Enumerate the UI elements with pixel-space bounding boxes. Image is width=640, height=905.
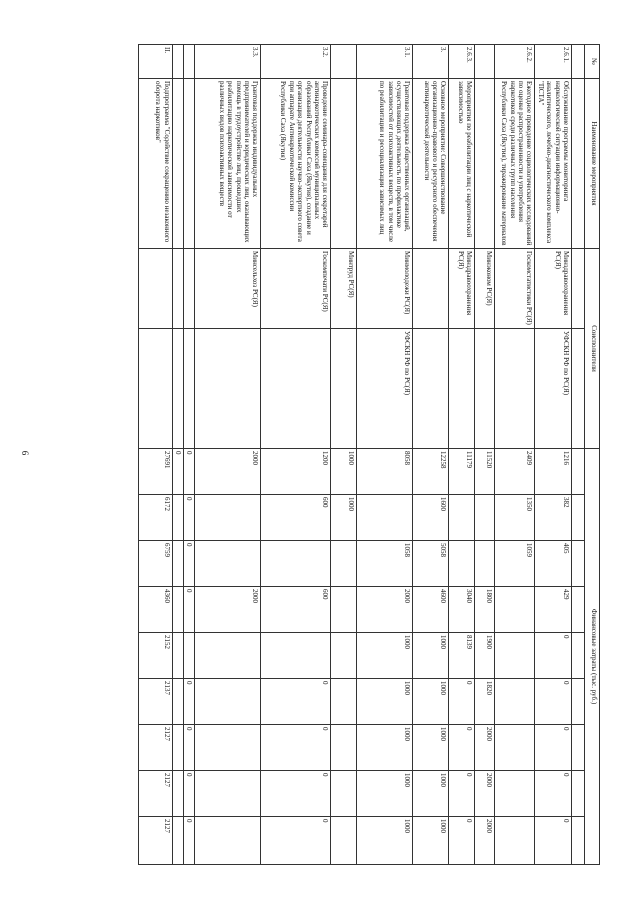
executor-secondary: [449, 329, 475, 449]
finance-value: 2127: [138, 817, 172, 865]
table-row: [195, 45, 261, 865]
finance-value: 1000: [357, 817, 413, 865]
rotated-table-container: [40, 44, 600, 864]
finance-value: 2409: [495, 449, 535, 495]
finance-value: 1820: [475, 679, 495, 725]
row-number: 3.2.: [261, 45, 331, 79]
finance-value: 6172: [138, 495, 172, 541]
finance-value: [172, 633, 183, 679]
finance-value: [495, 725, 535, 771]
measure-name: [184, 79, 195, 249]
finance-value: 0: [184, 587, 195, 633]
measure-name: [331, 79, 357, 249]
finance-value: 600: [261, 495, 331, 541]
header-name: Наименование мероприятия: [585, 79, 600, 249]
row-number: [331, 45, 357, 79]
measure-name: Ежегодное проведение социологических исследований по оценке распространенности и употребления наркотиков среди различных групп населения Республики Саха (Якутия), тиражирование материалов: [495, 79, 535, 249]
measure-name: [475, 79, 495, 249]
header-finance: Финансовые затраты (тыс. руб.): [585, 449, 600, 865]
executor-primary: [138, 249, 172, 329]
finance-value: 0: [535, 725, 572, 771]
finance-value: 0: [535, 633, 572, 679]
finance-value: 0: [184, 679, 195, 725]
header-num: №: [585, 45, 600, 79]
finance-value: 0: [449, 771, 475, 817]
table-subheader-row: [572, 45, 585, 865]
finance-value: [172, 725, 183, 771]
table-row: [331, 45, 357, 865]
finance-value: 0: [184, 541, 195, 587]
finance-value: 1000: [331, 495, 357, 541]
finance-value: [495, 587, 535, 633]
finance-value: 2000: [475, 817, 495, 865]
executor-secondary: [413, 329, 449, 449]
finance-value: 2000: [357, 587, 413, 633]
table-row: [495, 45, 535, 865]
row-number: [184, 45, 195, 79]
executor-primary: Минздравоохранения РС(Я): [449, 249, 475, 329]
executor-secondary: [138, 329, 172, 449]
finance-value: 1000: [357, 771, 413, 817]
finance-value: [261, 633, 331, 679]
executor-primary: Минмолодежи РС(Я): [357, 249, 413, 329]
finance-value: 0: [535, 817, 572, 865]
row-number: 3.: [413, 45, 449, 79]
row-number: 3.3.: [195, 45, 261, 79]
measure-name: Мероприятия по реабилитации лиц с наркотической зависимостью: [449, 79, 475, 249]
finance-value: [195, 725, 261, 771]
finance-value: 2000: [475, 771, 495, 817]
finance-value: [261, 541, 331, 587]
finance-value: [495, 817, 535, 865]
finance-value: [475, 495, 495, 541]
finance-value: [331, 725, 357, 771]
table-row: [261, 45, 331, 865]
finance-value: [495, 771, 535, 817]
finance-value: 1000: [357, 633, 413, 679]
finance-value: 1000: [413, 679, 449, 725]
executor-secondary: УФСКН РФ по РС(Я): [535, 329, 572, 449]
table-row: [357, 45, 413, 865]
finance-value: 405: [535, 541, 572, 587]
finance-value: 0: [261, 771, 331, 817]
table-row: [449, 45, 475, 865]
finance-value: [172, 771, 183, 817]
finance-value: 4360: [138, 587, 172, 633]
finance-value: 2152: [138, 633, 172, 679]
executor-primary: Минсельхоз РС(Я): [195, 249, 261, 329]
finance-value: 2000: [195, 449, 261, 495]
executor-secondary: [261, 329, 331, 449]
executor-primary: Госкомстатистики РС(Я): [495, 249, 535, 329]
finance-value: 5058: [413, 541, 449, 587]
finance-value: [172, 495, 183, 541]
finance-value: [495, 633, 535, 679]
finance-value: 27691: [138, 449, 172, 495]
executor-secondary: УФСКН РФ по РС(Я): [357, 329, 413, 449]
executor-primary: Минэконом РС(Я): [475, 249, 495, 329]
finance-value: 1350: [495, 495, 535, 541]
finance-value: 3040: [449, 587, 475, 633]
finance-value: [475, 541, 495, 587]
finance-value: 1059: [495, 541, 535, 587]
executor-primary: [413, 249, 449, 329]
finance-value: 2000: [195, 587, 261, 633]
finance-value: 0: [184, 771, 195, 817]
finance-value: 1000: [357, 725, 413, 771]
finance-value: 0: [184, 817, 195, 865]
executor-secondary: [195, 329, 261, 449]
executor-primary: Госкомпечати РС(Я): [261, 249, 331, 329]
page-number: 6: [20, 450, 30, 456]
measure-name: Проведение семинара-совещания для секретарей антинаркотических комиссий муниципальных образований Республики Саха (Якутия), создание и организация деятельности научно-экспертного совета при аппарате Антинаркотической комиссии Республики Саха (Якутия): [261, 79, 331, 249]
finance-value: 1216: [535, 449, 572, 495]
finance-value: 382: [535, 495, 572, 541]
finance-value: 429: [535, 587, 572, 633]
row-number: [475, 45, 495, 79]
table-row: [413, 45, 449, 865]
finance-value: 0: [261, 725, 331, 771]
finance-value: [195, 771, 261, 817]
measure-name: Грантовая поддержка индивидуальных предпринимателей и юридических лиц, оказывающих помощь в трудоустройстве лиц, прошедших реабилитацию наркотической зависимости от различных видов психоактивных веществ: [195, 79, 261, 249]
executor-primary: [184, 249, 195, 329]
executor-secondary: [184, 329, 195, 449]
finance-value: [195, 541, 261, 587]
finance-value: [184, 633, 195, 679]
finance-value: 2127: [138, 771, 172, 817]
row-number: 3.1.: [357, 45, 413, 79]
measure-name: [172, 79, 183, 249]
finance-value: 0: [184, 449, 195, 495]
executor-secondary: [172, 329, 183, 449]
executor-secondary: [331, 329, 357, 449]
finance-value: 0: [172, 449, 183, 495]
finance-value: [331, 771, 357, 817]
finance-value: [195, 679, 261, 725]
table-header-row: [585, 45, 600, 865]
finance-value: [331, 817, 357, 865]
finance-value: [172, 541, 183, 587]
finance-value: [172, 587, 183, 633]
table-row: [535, 45, 572, 865]
finance-value: [331, 587, 357, 633]
executor-secondary: [495, 329, 535, 449]
finance-value: [195, 495, 261, 541]
finance-value: 1000: [413, 725, 449, 771]
measure-name: Подпрограмма "Содействие сокращению незаконного оборота наркотиков": [138, 79, 172, 249]
finance-value: 12258: [413, 449, 449, 495]
row-number: 2.6.1.: [535, 45, 572, 79]
finance-value: [172, 679, 183, 725]
finance-value: 1000: [357, 679, 413, 725]
finance-value: 6759: [138, 541, 172, 587]
measure-name: Основное мероприятие: Совершенствование организационно-правового и ресурсного обеспечения антинаркотической деятельности: [413, 79, 449, 249]
finance-value: [331, 633, 357, 679]
row-number: 2.6.3.: [449, 45, 475, 79]
measure-name: Грантовая поддержка общественных организаций, осуществляющих деятельность по профилактике зависимостей от психоактивных веществ, в том числе по реабилитации и ресоциализации зависимых лиц: [357, 79, 413, 249]
finance-value: 2000: [475, 725, 495, 771]
finance-value: [331, 679, 357, 725]
finance-value: 0: [449, 817, 475, 865]
finance-value: 8058: [357, 449, 413, 495]
finance-value: 0: [449, 679, 475, 725]
finance-value: 1200: [261, 449, 331, 495]
finance-value: 1600: [413, 495, 449, 541]
row-number: 2.6.2.: [495, 45, 535, 79]
finance-value: [449, 541, 475, 587]
financing-table: [138, 44, 600, 865]
finance-value: 1900: [475, 633, 495, 679]
table-row: [184, 45, 195, 865]
table-row: [475, 45, 495, 865]
finance-value: [357, 495, 413, 541]
finance-value: [449, 495, 475, 541]
finance-value: 0: [184, 725, 195, 771]
finance-value: 1000: [413, 633, 449, 679]
finance-value: 0: [261, 679, 331, 725]
table-body: [138, 45, 571, 865]
table-row: [138, 45, 172, 865]
finance-value: 0: [535, 771, 572, 817]
measure-name: Обслуживание программы мониторинга наркологической ситуации информационно-аналитического, лечебно-диагностического комплекса "ПСТА": [535, 79, 572, 249]
finance-value: 1800: [475, 587, 495, 633]
finance-value: 0: [261, 817, 331, 865]
executor-secondary: [475, 329, 495, 449]
finance-value: 8139: [449, 633, 475, 679]
finance-value: [331, 541, 357, 587]
finance-value: 1000: [331, 449, 357, 495]
row-number: II.: [138, 45, 172, 79]
finance-value: 4600: [413, 587, 449, 633]
executor-primary: [172, 249, 183, 329]
finance-value: [195, 817, 261, 865]
finance-value: 2127: [138, 725, 172, 771]
finance-value: 0: [184, 495, 195, 541]
row-number: [172, 45, 183, 79]
header-executors: Соисполнители: [585, 249, 600, 449]
finance-value: [495, 679, 535, 725]
finance-value: 1000: [413, 771, 449, 817]
finance-value: 1058: [357, 541, 413, 587]
finance-value: 0: [449, 725, 475, 771]
executor-primary: Минтруд РС(Я): [331, 249, 357, 329]
finance-value: 0: [535, 679, 572, 725]
finance-value: 11520: [475, 449, 495, 495]
finance-value: 1000: [413, 817, 449, 865]
finance-value: 600: [261, 587, 331, 633]
finance-value: [172, 817, 183, 865]
finance-value: 11179: [449, 449, 475, 495]
table-row: [172, 45, 183, 865]
executor-primary: Минздравоохранения РС(Я): [535, 249, 572, 329]
finance-value: 2137: [138, 679, 172, 725]
finance-value: [195, 633, 261, 679]
